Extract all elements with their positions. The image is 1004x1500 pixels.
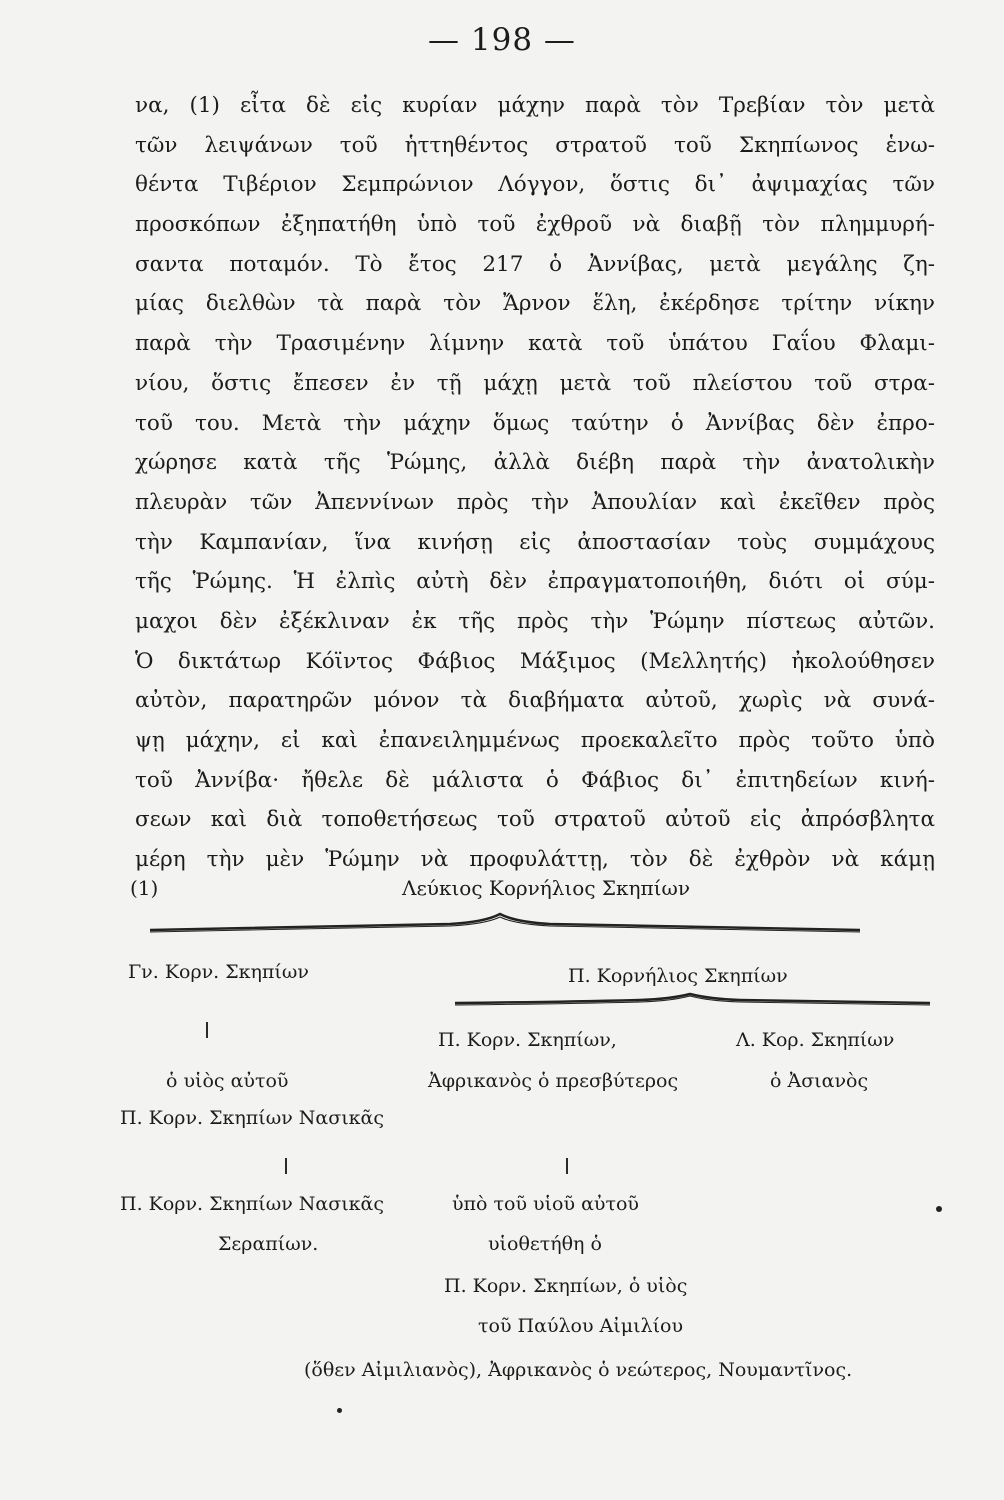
ink-dot (337, 1408, 342, 1413)
root-brace (150, 914, 860, 930)
text-line: μαχοι δὲν ἐξέκλιναν ἐκ τῆς πρὸς τὴν Ῥώμην πίστεως αὐτῶν. (135, 608, 935, 634)
text-line: τῆς Ῥώμης. Ἡ ἐλπὶς αὐτὴ δὲν ἐπραγματοποιήθη, διότι οἱ σύμ- (135, 569, 935, 595)
child-b-name: Λ. Κορ. Σκηπίων (736, 1029, 895, 1051)
adopt-line-4: τοῦ Παύλου Αἰμιλίου (478, 1315, 684, 1337)
left-great-grandson: Π. Κορν. Σκηπίων Νασικᾶς (120, 1193, 385, 1215)
left-connector-2 (285, 1158, 287, 1174)
text-line: τὴν Καμπανίαν, ἵνα κινήσῃ εἰς ἀποστασίαν τοὺς συμμάχους (135, 529, 935, 555)
left-relation: ὁ υἱὸς αὐτοῦ (166, 1070, 289, 1092)
text-line: αὐτὸν, παρατηρῶν μόνον τὰ διαβήματα αὐτοῦ, χωρὶς νὰ συνά- (135, 688, 935, 714)
right-son: Π. Κορνήλιος Σκηπίων (568, 965, 788, 987)
text-line: να, (1) εἶτα δὲ εἰς κυρίαν μάχην παρὰ τὸν Τρεβίαν τὸν μετὰ (135, 93, 935, 118)
child-a-name: Π. Κορν. Σκηπίων, (438, 1029, 617, 1051)
text-line: ψῃ μάχην, εἰ καὶ ἐπανειλημμένως προεκαλεῖτο πρὸς τοῦτο ὑπὸ (135, 728, 935, 753)
text-line: σαντα ποταμόν. Τὸ ἔτος 217 ὁ Ἀννίβας, μετὰ μεγάλης ζη- (135, 251, 935, 277)
text-line: τοῦ Ἀννίβα· ἤθελε δὲ μάλιστα ὁ Φάβιος δι᾽ ἐπιτηδείων κινή- (135, 767, 935, 793)
text-line: νίου, ὅστις ἔπεσεν ἐν τῇ μάχῃ μετὰ τοῦ πλείστου τοῦ στρα- (135, 370, 935, 396)
page-number: — 198 — (428, 22, 576, 58)
child-a-title: Ἀφρικανὸς ὁ πρεσβύτερος (428, 1070, 679, 1092)
text-line: Ὁ δικτάτωρ Κόϊντος Φάβιος Μάξιμος (Μελλητής) ἠκολούθησεν (135, 648, 935, 674)
text-line: σεων καὶ διὰ τοποθετήσεως τοῦ στρατοῦ αὐτοῦ εἰς ἀπρόσβλητα (135, 807, 935, 833)
left-cognomen: Σεραπίων. (218, 1233, 319, 1255)
ink-dot (936, 1206, 942, 1212)
left-connector-1 (206, 1022, 208, 1038)
text-line: μέρη τὴν μὲν Ῥώμην νὰ προφυλάττῃ, τὸν δὲ ἐχθρὸν νὰ κάμῃ (135, 847, 935, 873)
adopt-line-2: υἱοθετήθη ὁ (488, 1233, 602, 1255)
footnote-marker: (1) (130, 876, 159, 900)
text-line: μίας διελθὼν τὰ παρὰ τὸν Ἄρνον ἕλη, ἐκέρδησε τρίτην νίκην (135, 291, 935, 317)
adopt-line-3: Π. Κορν. Σκηπίων, ὁ υἱὸς (444, 1275, 688, 1297)
text-line: χώρησε κατὰ τῆς Ῥώμης, ἀλλὰ διέβη παρὰ τὴν ἀνατολικὴν (135, 450, 935, 476)
child-b-title: ὁ Ἀσιανὸς (770, 1070, 869, 1092)
adopt-line-1: ὑπὸ τοῦ υἱοῦ αὐτοῦ (452, 1193, 639, 1215)
right-son-brace (455, 994, 930, 1003)
text-line: παρὰ τὴν Τρασιμένην λίμνην κατὰ τοῦ ὑπάτου Γαΐου Φλαμι- (135, 331, 935, 357)
genealogy-root: Λεύκιος Κορνήλιος Σκηπίων (402, 876, 690, 900)
text-line: θέντα Τιβέριον Σεμπρώνιον Λόγγον, ὅστις δι᾽ ἀψιμαχίας τῶν (135, 172, 935, 198)
right-connector (566, 1158, 568, 1174)
text-line: τῶν λειψάνων τοῦ ἡττηθέντος στρατοῦ τοῦ Σκηπίωνος ἑνω- (135, 132, 935, 158)
left-son: Γν. Κορν. Σκηπίων (128, 961, 309, 983)
text-line: τοῦ του. Μετὰ τὴν μάχην ὅμως ταύτην ὁ Ἀννίβας δὲν ἐπρο- (135, 410, 935, 436)
adopt-line-5: (ὅθεν Αἰμιλιανὸς), Ἀφρικανὸς ὁ νεώτερος, Νουμαντῖνος. (304, 1359, 853, 1381)
text-line: προσκόπων ἐξηπατήθη ὑπὸ τοῦ ἐχθροῦ νὰ διαβῇ τὸν πλημμυρή- (135, 212, 935, 238)
text-line: πλευρὰν τῶν Ἀπεννίνων πρὸς τὴν Ἀπουλίαν καὶ ἐκεῖθεν πρὸς (135, 489, 935, 515)
left-grandson: Π. Κορν. Σκηπίων Νασικᾶς (120, 1107, 385, 1129)
